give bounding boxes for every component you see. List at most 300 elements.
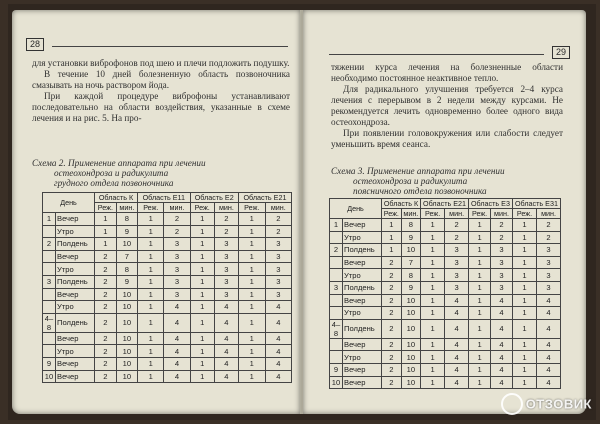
- table-row: [330, 269, 561, 282]
- value-cell: 1: [512, 351, 536, 364]
- treatment-schedule-table: [329, 198, 561, 389]
- value-cell: 4: [491, 307, 513, 320]
- value-cell: 1: [421, 256, 445, 269]
- header-row: [330, 199, 561, 209]
- time-of-day-cell: Утро: [56, 225, 95, 238]
- caption-line: Применение аппарата при лечении: [367, 166, 505, 176]
- value-cell: 10: [401, 338, 420, 351]
- value-cell: 1: [421, 269, 445, 282]
- area-header: Область Е21: [238, 193, 291, 203]
- caption-lead: Схема 3.: [331, 166, 365, 176]
- value-cell: 3: [265, 263, 291, 276]
- value-cell: 1: [138, 301, 164, 314]
- mode-subheader: Реж.: [238, 203, 265, 213]
- time-of-day-cell: Вечер: [56, 332, 95, 345]
- value-cell: 1: [138, 213, 164, 226]
- value-cell: 1: [95, 213, 117, 226]
- day-cell: [43, 301, 56, 314]
- caption-line: остеохондроза и радикулита: [54, 168, 169, 178]
- mode-subheader: Реж.: [382, 209, 402, 219]
- value-cell: 2: [95, 332, 117, 345]
- value-cell: 2: [95, 357, 117, 370]
- value-cell: 2: [214, 225, 238, 238]
- value-cell: 3: [265, 250, 291, 263]
- day-cell: [330, 269, 343, 282]
- minutes-subheader: мин.: [401, 209, 420, 219]
- value-cell: 1: [469, 338, 491, 351]
- caption-line: грудного отдела позвоночника: [54, 178, 174, 188]
- value-cell: 10: [401, 319, 420, 338]
- time-of-day-cell: Вечер: [56, 288, 95, 301]
- value-cell: 1: [421, 244, 445, 257]
- value-cell: 1: [421, 338, 445, 351]
- mode-subheader: Реж.: [512, 209, 536, 219]
- value-cell: 4: [164, 313, 190, 332]
- table-row: [43, 250, 292, 263]
- value-cell: 1: [238, 213, 265, 226]
- day-cell: [43, 250, 56, 263]
- value-cell: 2: [382, 281, 402, 294]
- value-cell: 1: [190, 313, 214, 332]
- table-row: [330, 294, 561, 307]
- value-cell: 1: [138, 313, 164, 332]
- value-cell: 4: [214, 332, 238, 345]
- value-cell: 1: [238, 225, 265, 238]
- table-row: [330, 256, 561, 269]
- value-cell: 1: [512, 244, 536, 257]
- value-cell: 3: [265, 238, 291, 251]
- value-cell: 9: [401, 231, 420, 244]
- value-cell: 1: [95, 238, 117, 251]
- scheme-caption: [331, 166, 571, 196]
- value-cell: 4: [491, 376, 513, 389]
- minutes-subheader: мин.: [537, 209, 561, 219]
- value-cell: 1: [238, 288, 265, 301]
- value-cell: 1: [512, 376, 536, 389]
- value-cell: 10: [116, 301, 137, 314]
- value-cell: 1: [382, 231, 402, 244]
- area-header: Область Е21: [421, 199, 469, 209]
- value-cell: 3: [491, 244, 513, 257]
- value-cell: 2: [382, 256, 402, 269]
- value-cell: 2: [382, 351, 402, 364]
- day-cell: 3: [43, 275, 56, 288]
- value-cell: 2: [491, 219, 513, 232]
- area-header: Область Е11: [138, 193, 190, 203]
- value-cell: 3: [445, 281, 469, 294]
- minutes-subheader: мин.: [164, 203, 190, 213]
- value-cell: 2: [382, 269, 402, 282]
- caption-line: Применение аппарата при лечении: [68, 158, 206, 168]
- value-cell: 1: [512, 338, 536, 351]
- minutes-subheader: мин.: [116, 203, 137, 213]
- minutes-subheader: мин.: [265, 203, 291, 213]
- value-cell: 1: [469, 281, 491, 294]
- value-cell: 4: [537, 338, 561, 351]
- value-cell: 8: [116, 213, 137, 226]
- value-cell: 1: [190, 357, 214, 370]
- table-row: [330, 281, 561, 294]
- value-cell: 3: [537, 244, 561, 257]
- value-cell: 4: [265, 313, 291, 332]
- value-cell: 1: [238, 345, 265, 358]
- value-cell: 4: [265, 370, 291, 383]
- value-cell: 3: [265, 275, 291, 288]
- value-cell: 2: [382, 294, 402, 307]
- value-cell: 4: [164, 345, 190, 358]
- value-cell: 1: [512, 294, 536, 307]
- value-cell: 4: [537, 319, 561, 338]
- paragraph: для установки виброфонов под шею и плечи подложить подушку.: [32, 58, 290, 68]
- table-row: [43, 313, 292, 332]
- time-of-day-cell: Утро: [56, 345, 95, 358]
- value-cell: 4: [537, 307, 561, 320]
- value-cell: 1: [138, 250, 164, 263]
- value-cell: 1: [190, 370, 214, 383]
- value-cell: 4: [537, 376, 561, 389]
- value-cell: 4: [537, 351, 561, 364]
- day-cell: 2: [330, 244, 343, 257]
- day-cell: [43, 288, 56, 301]
- time-of-day-cell: Вечер: [343, 219, 382, 232]
- value-cell: 4: [164, 370, 190, 383]
- value-cell: 2: [382, 338, 402, 351]
- value-cell: 1: [421, 376, 445, 389]
- value-cell: 4: [445, 307, 469, 320]
- value-cell: 2: [445, 231, 469, 244]
- value-cell: 1: [190, 288, 214, 301]
- page-number: 29: [552, 46, 570, 59]
- value-cell: 4: [164, 332, 190, 345]
- day-cell: [43, 345, 56, 358]
- table-row: [43, 288, 292, 301]
- mode-subheader: Реж.: [421, 209, 445, 219]
- area-header: Область К: [95, 193, 138, 203]
- time-of-day-cell: Полдень: [343, 244, 382, 257]
- value-cell: 3: [214, 275, 238, 288]
- time-of-day-cell: Полдень: [343, 281, 382, 294]
- value-cell: 1: [469, 351, 491, 364]
- time-of-day-cell: Вечер: [56, 357, 95, 370]
- value-cell: 2: [382, 319, 402, 338]
- watermark: [501, 394, 592, 416]
- area-header: Область Е31: [512, 199, 560, 209]
- day-cell: [330, 351, 343, 364]
- value-cell: 1: [238, 332, 265, 345]
- value-cell: 3: [445, 269, 469, 282]
- value-cell: 1: [421, 307, 445, 320]
- value-cell: 3: [491, 256, 513, 269]
- value-cell: 1: [421, 281, 445, 294]
- value-cell: 10: [116, 332, 137, 345]
- minutes-subheader: мин.: [445, 209, 469, 219]
- value-cell: 2: [265, 225, 291, 238]
- value-cell: 1: [190, 275, 214, 288]
- minutes-subheader: мин.: [491, 209, 513, 219]
- value-cell: 8: [116, 263, 137, 276]
- value-cell: 9: [116, 275, 137, 288]
- value-cell: 4: [214, 357, 238, 370]
- value-cell: 1: [421, 363, 445, 376]
- caption-lead: Схема 2.: [32, 158, 66, 168]
- paragraph: При появлении головокружения или слабости следует уменьшить время сеанса.: [331, 128, 563, 149]
- time-of-day-cell: Вечер: [56, 213, 95, 226]
- value-cell: 3: [164, 275, 190, 288]
- value-cell: 1: [512, 231, 536, 244]
- table-row: [330, 351, 561, 364]
- value-cell: 1: [469, 307, 491, 320]
- value-cell: 4: [491, 351, 513, 364]
- header-rule: [52, 46, 288, 47]
- value-cell: 4: [265, 357, 291, 370]
- value-cell: 1: [469, 319, 491, 338]
- value-cell: 2: [445, 219, 469, 232]
- paragraph: Для радикального улучшения требуется 2–4 курса лечения с перерывом в 2 недели между курсами. Не рекомендуется лечить одновременно более одного вида остеохондроза.: [331, 84, 563, 127]
- value-cell: 2: [382, 376, 402, 389]
- value-cell: 1: [238, 275, 265, 288]
- time-of-day-cell: Вечер: [343, 338, 382, 351]
- value-cell: 1: [469, 231, 491, 244]
- paragraph: При каждой процедуре виброфоны устанавливают последовательно на области воздействия, указанные в схеме лечения и на рис. 5. На про-: [32, 91, 290, 123]
- table-row: [43, 357, 292, 370]
- value-cell: 1: [512, 281, 536, 294]
- value-cell: 1: [512, 256, 536, 269]
- time-of-day-cell: Полдень: [56, 313, 95, 332]
- time-of-day-cell: Утро: [343, 269, 382, 282]
- value-cell: 3: [214, 288, 238, 301]
- value-cell: 3: [214, 238, 238, 251]
- table-row: [330, 244, 561, 257]
- value-cell: 1: [469, 294, 491, 307]
- value-cell: 10: [116, 370, 137, 383]
- value-cell: 1: [512, 219, 536, 232]
- value-cell: 2: [95, 288, 117, 301]
- value-cell: 10: [401, 363, 420, 376]
- table-row: [330, 363, 561, 376]
- mode-subheader: Реж.: [95, 203, 117, 213]
- value-cell: 2: [265, 213, 291, 226]
- value-cell: 2: [382, 363, 402, 376]
- value-cell: 1: [421, 319, 445, 338]
- page-number: 28: [26, 38, 44, 51]
- header-row: [43, 193, 292, 203]
- time-of-day-cell: Вечер: [343, 294, 382, 307]
- value-cell: 1: [238, 263, 265, 276]
- table-row: [43, 225, 292, 238]
- value-cell: 1: [512, 319, 536, 338]
- value-cell: 1: [469, 244, 491, 257]
- value-cell: 1: [138, 238, 164, 251]
- value-cell: 4: [214, 301, 238, 314]
- time-of-day-cell: Полдень: [343, 319, 382, 338]
- table-row: [330, 231, 561, 244]
- value-cell: 1: [138, 263, 164, 276]
- day-cell: [43, 225, 56, 238]
- value-cell: 2: [164, 213, 190, 226]
- time-of-day-cell: Утро: [56, 263, 95, 276]
- value-cell: 4: [445, 363, 469, 376]
- day-cell: 1: [43, 213, 56, 226]
- table-row: [330, 219, 561, 232]
- value-cell: 2: [95, 263, 117, 276]
- value-cell: 1: [138, 275, 164, 288]
- table-row: [330, 319, 561, 338]
- table-row: [43, 345, 292, 358]
- value-cell: 10: [401, 307, 420, 320]
- header-rule: [329, 54, 544, 55]
- value-cell: 1: [469, 269, 491, 282]
- value-cell: 4: [214, 313, 238, 332]
- value-cell: 10: [116, 313, 137, 332]
- value-cell: 10: [401, 351, 420, 364]
- value-cell: 1: [138, 357, 164, 370]
- watermark-text: ОТЗОВИК: [525, 396, 592, 412]
- area-header: Область Е3: [469, 199, 513, 209]
- value-cell: 4: [265, 301, 291, 314]
- value-cell: 3: [445, 256, 469, 269]
- value-cell: 3: [164, 263, 190, 276]
- value-cell: 1: [421, 219, 445, 232]
- value-cell: 2: [95, 301, 117, 314]
- value-cell: 1: [238, 313, 265, 332]
- value-cell: 3: [265, 288, 291, 301]
- value-cell: 1: [469, 363, 491, 376]
- value-cell: 2: [95, 370, 117, 383]
- value-cell: 1: [190, 301, 214, 314]
- time-of-day-cell: Полдень: [56, 238, 95, 251]
- value-cell: 1: [238, 357, 265, 370]
- value-cell: 4: [445, 294, 469, 307]
- value-cell: 1: [469, 376, 491, 389]
- value-cell: 9: [116, 225, 137, 238]
- day-cell: [330, 256, 343, 269]
- table-row: [43, 370, 292, 383]
- value-cell: 2: [537, 219, 561, 232]
- value-cell: 2: [95, 313, 117, 332]
- day-cell: 4–8: [330, 319, 343, 338]
- value-cell: 4: [537, 363, 561, 376]
- value-cell: 4: [491, 294, 513, 307]
- value-cell: 7: [401, 256, 420, 269]
- value-cell: 3: [214, 263, 238, 276]
- time-of-day-cell: Вечер: [343, 256, 382, 269]
- day-cell: 3: [330, 281, 343, 294]
- value-cell: 2: [95, 345, 117, 358]
- value-cell: 2: [491, 231, 513, 244]
- value-cell: 10: [401, 376, 420, 389]
- day-cell: 9: [330, 363, 343, 376]
- body-text: [32, 58, 290, 124]
- mode-subheader: Реж.: [138, 203, 164, 213]
- value-cell: 4: [445, 351, 469, 364]
- value-cell: 4: [265, 332, 291, 345]
- time-of-day-cell: Вечер: [56, 250, 95, 263]
- day-cell: [330, 294, 343, 307]
- day-cell: 4–8: [43, 313, 56, 332]
- value-cell: 8: [401, 219, 420, 232]
- table-row: [330, 307, 561, 320]
- value-cell: 1: [421, 294, 445, 307]
- value-cell: 2: [537, 231, 561, 244]
- value-cell: 3: [491, 269, 513, 282]
- value-cell: 3: [537, 281, 561, 294]
- value-cell: 1: [469, 219, 491, 232]
- minutes-subheader: мин.: [214, 203, 238, 213]
- value-cell: 1: [238, 301, 265, 314]
- day-cell: 1: [330, 219, 343, 232]
- watermark-logo-icon: [501, 393, 523, 415]
- value-cell: 1: [512, 269, 536, 282]
- value-cell: 7: [116, 250, 137, 263]
- value-cell: 1: [421, 231, 445, 244]
- value-cell: 1: [382, 244, 402, 257]
- value-cell: 4: [445, 338, 469, 351]
- value-cell: 4: [265, 345, 291, 358]
- day-cell: 10: [43, 370, 56, 383]
- value-cell: 2: [164, 225, 190, 238]
- value-cell: 4: [491, 338, 513, 351]
- right-page: [303, 10, 586, 414]
- value-cell: 1: [138, 288, 164, 301]
- table-row: [330, 338, 561, 351]
- paragraph: тяжении курса лечения на болезненные области необходимо постоянное неактивное тепло.: [331, 62, 563, 83]
- day-cell: [43, 263, 56, 276]
- value-cell: 3: [214, 250, 238, 263]
- value-cell: 10: [116, 238, 137, 251]
- value-cell: 10: [116, 357, 137, 370]
- value-cell: 4: [164, 301, 190, 314]
- value-cell: 4: [164, 357, 190, 370]
- value-cell: 3: [537, 256, 561, 269]
- left-page: [12, 10, 300, 414]
- table-row: [43, 275, 292, 288]
- value-cell: 1: [469, 256, 491, 269]
- day-cell: [330, 231, 343, 244]
- value-cell: 10: [401, 294, 420, 307]
- time-of-day-cell: Вечер: [56, 370, 95, 383]
- area-header: Область Е2: [190, 193, 238, 203]
- time-of-day-cell: Полдень: [56, 275, 95, 288]
- table-row: [43, 263, 292, 276]
- time-of-day-cell: Вечер: [343, 363, 382, 376]
- value-cell: 1: [238, 250, 265, 263]
- value-cell: 1: [512, 307, 536, 320]
- day-cell: 2: [43, 238, 56, 251]
- value-cell: 10: [116, 288, 137, 301]
- value-cell: 1: [512, 363, 536, 376]
- body-text: [331, 62, 563, 150]
- value-cell: 1: [190, 250, 214, 263]
- mode-subheader: Реж.: [190, 203, 214, 213]
- value-cell: 4: [491, 363, 513, 376]
- time-of-day-cell: Утро: [343, 231, 382, 244]
- table-row: [43, 332, 292, 345]
- value-cell: 1: [138, 345, 164, 358]
- value-cell: 4: [214, 370, 238, 383]
- time-of-day-cell: Утро: [56, 301, 95, 314]
- day-cell: 9: [43, 357, 56, 370]
- value-cell: 8: [401, 269, 420, 282]
- value-cell: 1: [238, 238, 265, 251]
- day-cell: 10: [330, 376, 343, 389]
- value-cell: 10: [116, 345, 137, 358]
- value-cell: 1: [190, 213, 214, 226]
- value-cell: 2: [95, 250, 117, 263]
- caption-line: поясничного отдела позвоночника: [353, 186, 487, 196]
- day-header: День: [43, 193, 95, 213]
- value-cell: 2: [95, 275, 117, 288]
- value-cell: 1: [190, 263, 214, 276]
